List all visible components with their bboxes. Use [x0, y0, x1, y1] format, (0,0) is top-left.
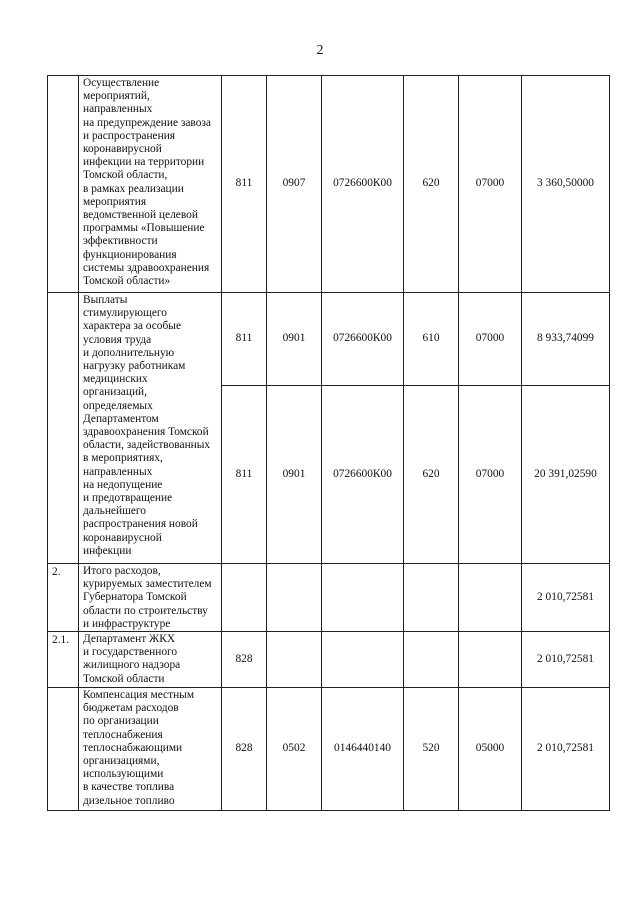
amount-cell: 8 933,74099	[522, 293, 610, 386]
vr-cell: 610	[404, 293, 459, 386]
kosgu-cell: 07000	[459, 293, 522, 386]
table-row	[48, 293, 610, 386]
amount-cell: 2 010,72581	[522, 688, 610, 811]
description-cell: Осуществление мероприятий, направленных на предупреждение завоза и распространения коронавирусной инфекции на территории Томской области, в рамках реализации мероприятия ведомственной целевой программы «Повышение эффективности функционирования системы здравоохранения Томской области»	[79, 76, 222, 293]
vr-cell: 520	[404, 688, 459, 811]
amount-cell: 2 010,72581	[522, 564, 610, 632]
vr-cell: 620	[404, 386, 459, 564]
description-cell: Компенсация местным бюджетам расходов по организации теплоснабжения теплоснабжающими организациями, использующими в качестве топлива дизельное топливо	[79, 688, 222, 811]
cs-cell: 0726600К00	[322, 293, 404, 386]
gr-cell: 811	[222, 386, 267, 564]
rz-cell: 0502	[267, 688, 322, 811]
cs-cell	[322, 632, 404, 688]
gr-cell: 828	[222, 632, 267, 688]
rz-cell: 0907	[267, 76, 322, 293]
table-row	[48, 632, 610, 688]
cs-cell: 0146440140	[322, 688, 404, 811]
budget-table	[47, 75, 610, 811]
row-number-cell	[48, 688, 79, 811]
row-number-cell	[48, 293, 79, 564]
amount-cell: 20 391,02590	[522, 386, 610, 564]
gr-cell: 811	[222, 293, 267, 386]
row-number-cell: 2.	[48, 564, 79, 632]
cs-cell: 0726600К00	[322, 386, 404, 564]
gr-cell: 811	[222, 76, 267, 293]
vr-cell: 620	[404, 76, 459, 293]
rz-cell: 0901	[267, 386, 322, 564]
gr-cell	[222, 564, 267, 632]
row-number-cell	[48, 76, 79, 293]
gr-cell: 828	[222, 688, 267, 811]
cs-cell: 0726600К00	[322, 76, 404, 293]
kosgu-cell: 07000	[459, 76, 522, 293]
kosgu-cell: 05000	[459, 688, 522, 811]
rz-cell	[267, 632, 322, 688]
page-number: 2	[316, 43, 324, 58]
cs-cell	[322, 564, 404, 632]
description-cell: Выплаты стимулирующего характера за особые условия труда и дополнительную нагрузку работникам медицинских организаций, определяемых Департаментом здравоохранения Томской области, задействованных в мероприятиях, направленных на недопущение и предотвращение дальнейшего распространения новой коронавирусной инфекции	[79, 293, 222, 564]
vr-cell	[404, 632, 459, 688]
kosgu-cell	[459, 564, 522, 632]
row-number-cell: 2.1.	[48, 632, 79, 688]
kosgu-cell	[459, 632, 522, 688]
amount-cell: 2 010,72581	[522, 632, 610, 688]
vr-cell	[404, 564, 459, 632]
description-cell: Департамент ЖКХ и государственного жилищного надзора Томской области	[79, 632, 222, 688]
table-row	[48, 76, 610, 293]
amount-cell: 3 360,50000	[522, 76, 610, 293]
description-cell: Итого расходов, курируемых заместителем Губернатора Томской области по строительству и инфраструктуре	[79, 564, 222, 632]
rz-cell: 0901	[267, 293, 322, 386]
table-row	[48, 564, 610, 632]
table-row	[48, 688, 610, 811]
rz-cell	[267, 564, 322, 632]
kosgu-cell: 07000	[459, 386, 522, 564]
